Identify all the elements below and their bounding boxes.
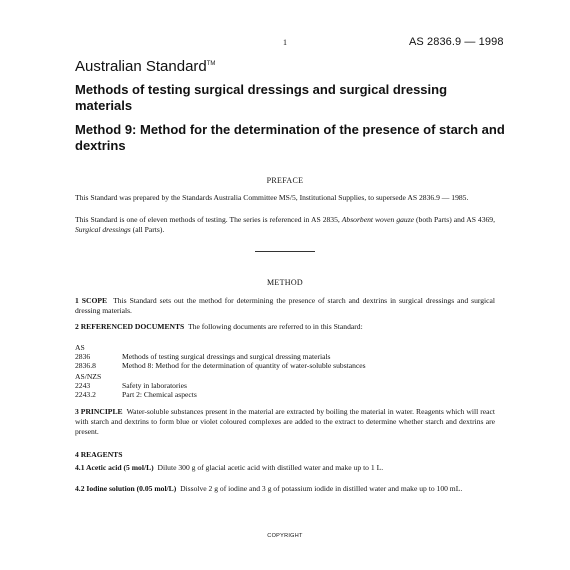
trademark-mark: TM <box>206 61 216 67</box>
reagent-1-text: Dilute 300 g of glacial acetic acid with distilled water and make up to 1 L. <box>157 463 384 472</box>
scope-text: This Standard sets out the method for determining the presence of starch and dextrins in surgical dressings and surgical dressing materials. <box>75 296 496 315</box>
document-title: Methods of testing surgical dressings and surgical dressing materials <box>75 82 448 113</box>
page-number: 1 <box>283 38 287 47</box>
ref-code: 2836 <box>75 352 91 361</box>
preface-paragraph-2 <box>75 215 495 235</box>
preface-text-a: This Standard is one of eleven methods of testing. The series is referenced in AS 2835, <box>75 215 342 224</box>
principle-text: Water-soluble substances present in the material are extracted by boiling the material in water. Reagents which will react with starch and dextrins to form blue or violet coloured complexes are added to the extract to determine whether starch and dextrins are present. <box>75 407 495 436</box>
reagent-2-text: Dissolve 2 g of iodine and 3 g of potassium iodide in distilled water and make up to 100 mL. <box>180 484 463 493</box>
section-divider <box>255 251 315 252</box>
preface-paragraph-1: This Standard was prepared by the Standards Australia Committee MS/5, Institutional Supplies, to supersede AS 2836.9 — 1985. <box>75 193 469 202</box>
standard-number: AS 2836.9 — 1998 <box>409 36 504 48</box>
method-heading: METHOD <box>266 278 304 287</box>
reagent-1-heading: 4.1 Acetic acid (5 mol/L) <box>75 463 154 472</box>
preface-title-dressings: Surgical dressings <box>75 225 131 234</box>
principle-heading: 3 PRINCIPLE <box>75 407 123 416</box>
preface-text-c: (both Parts) and AS 4369, <box>414 215 495 224</box>
reagents-heading <box>75 450 495 460</box>
preface-title-gauze: Absorbent woven gauze <box>341 215 415 224</box>
ref-code: AS/NZS <box>75 372 102 381</box>
reagents-heading-text: 4 REAGENTS <box>75 450 123 459</box>
reagent-acetic-acid <box>75 463 495 473</box>
reagent-iodine-solution <box>75 484 495 494</box>
method-title: Method 9: Method for the determination of the presence of starch and dextrins <box>75 122 505 153</box>
ref-code: 2243.2 <box>75 390 96 399</box>
series-name-text: Australian Standard <box>75 58 207 75</box>
ref-title: Safety in laboratories <box>122 381 187 390</box>
ref-title: Part 2: Chemical aspects <box>122 390 197 399</box>
ref-code: 2836.8 <box>75 361 96 370</box>
ref-code: 2243 <box>75 381 91 390</box>
preface-heading: PREFACE <box>266 176 304 185</box>
refdocs-heading: 2 REFERENCED DOCUMENTS <box>75 322 185 331</box>
ref-title: Methods of testing surgical dressings and surgical dressing materials <box>122 352 331 361</box>
refdocs-clause <box>75 322 495 332</box>
series-name <box>75 58 215 75</box>
principle-clause <box>75 407 495 437</box>
preface-text-e: (all Parts). <box>130 225 165 234</box>
reagent-2-heading: 4.2 Iodine solution (0.05 mol/L) <box>75 484 177 493</box>
refdocs-text: The following documents are referred to in this Standard: <box>188 322 363 331</box>
copyright-footer: COPYRIGHT <box>267 533 303 539</box>
ref-title: Method 8: Method for the determination of quantity of water-soluble substances <box>122 361 366 370</box>
scope-clause <box>75 296 495 316</box>
scope-heading: 1 SCOPE <box>75 296 108 305</box>
ref-code: AS <box>75 343 85 352</box>
